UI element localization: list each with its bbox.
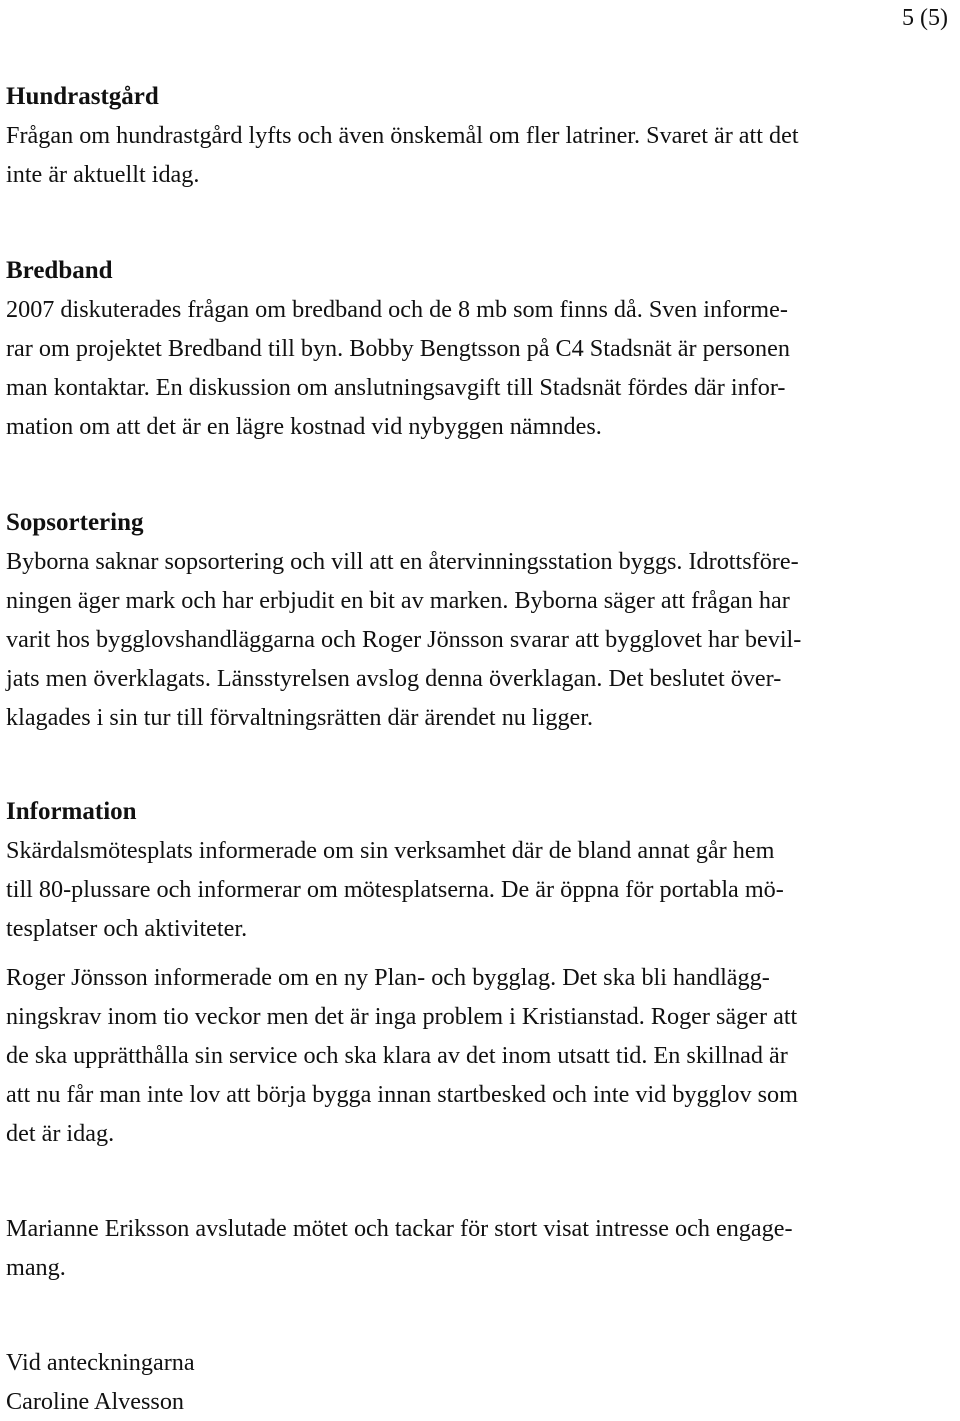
section-hundrastgard [6,78,956,194]
section-information [6,793,956,1153]
section-paragraph: Skärdalsmötesplats informerade om sin verksamhet där de bland annat går hem till 80-plussare och informerar om mötesplatserna. De är öppna för portabla mö- tesplatser och aktiviteter. [6,837,784,942]
page-number: 5 (5) [902,5,948,31]
section-heading: Information [6,798,137,825]
signature-line: Vid anteckningarna [6,1349,195,1376]
section-paragraph: Byborna saknar sopsortering och vill att en återvinningsstation byggs. Idrottsföre- ningen äger mark och har erbjudit en bit av marken. Byborna säger att frågan har varit hos bygglovshandläggarna och Roger Jönsson svarar att bygglovet har bevil- jats men överklagats. Länsstyrelsen avslog denna överklagan. Det beslutet över- klagades i sin tur till förvaltningsrätten där ärendet nu ligger. [6,548,802,731]
section-heading: Sopsortering [6,509,144,536]
section-bredband [6,252,956,446]
section-sopsortering [6,504,956,737]
signature-block [6,1343,956,1421]
section-heading: Hundrastgård [6,83,159,110]
section-heading: Bredband [6,257,113,284]
document-body [6,78,956,1421]
section-paragraph: Frågan om hundrastgård lyfts och även önskemål om fler latriner. Svaret är att det inte är aktuellt idag. [6,122,799,188]
signature-name: Caroline Alvesson [6,1388,185,1415]
section-paragraph: 2007 diskuterades frågan om bredband och de 8 mb som finns då. Sven informe- rar om projektet Bredband till byn. Bobby Bengtsson på C4 Stadsnät är personen man kontaktar. En diskussion om anslutningsavgift till Stadsnät fördes där infor- mation om att det är en lägre kostnad vid nybyggen nämndes. [6,296,790,440]
closing-paragraph: Marianne Eriksson avslutade mötet och tackar för stort visat intresse och engage- mang. [6,1215,793,1281]
section-paragraph: Roger Jönsson informerade om en ny Plan- och bygglag. Det ska bli handlägg- ningskrav inom tio veckor men det är inga problem i Kristianstad. Roger säger att de ska upprätthålla sin service och ska klara av det inom utsatt tid. En skillnad är att nu får man inte lov att börja bygga innan startbesked och inte vid bygglov som det är idag. [6,964,798,1147]
